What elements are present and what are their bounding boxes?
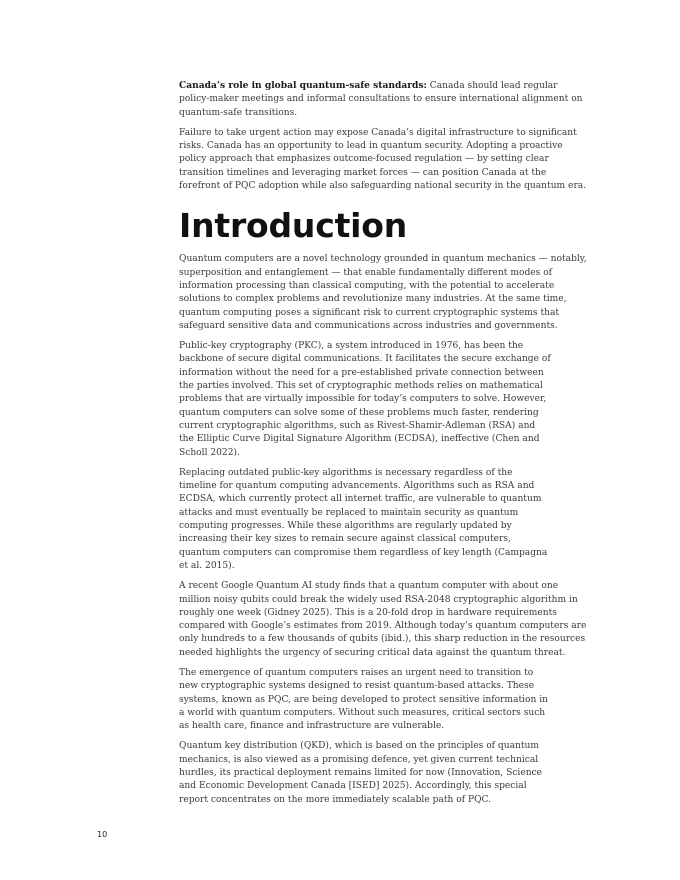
section-heading: Introduction [179,206,408,246]
intro-paragraph-4: A recent Google Quantum AI study finds that a quantum computer with about one million noisy qubits could break the widely used RSA-2048 cryptographic algorithm in roughly one week (Gidney 2025). This is a 20-fold drop in hardware requirements compared with Google’s estimates from 2019. Although today’s quantum computers are only hundreds to a few thousands of qubits (ibid.), this sharp reduction in the resources needed highlights the urgency of securing critical data against the quantum threat. [179,581,587,658]
canada-role-text: Canada should lead regular policy-maker meetings and informal consultations to ensure international alignment on quantum-safe transitions. [179,81,583,118]
page-number: 10 [97,830,108,839]
intro-paragraph-5: The emergence of quantum computers raises an urgent need to transition to new cryptographic systems designed to resist quantum-based attacks. These systems, known as PQC, are being developed to protect sensitive information in a world with quantum computers. Without such measures, critical sectors such as health care, finance and infrastructure are vulnerable. [179,667,548,732]
intro-paragraph-3: Replacing outdated public-key algorithms is necessary regardless of the timeline for quantum computing advancements. Algorithms such as RSA and ECDSA, which currently protect all internet traffic, are vulnerable to quantum attacks and must eventually be replaced to maintain security as quantum computing progresses. While these algorithms are regularly updated by increasing their key sizes to remain secure against classical computers, quantum computers can compromise them regardless of key length (Campagna et al. 2015). [179,467,548,571]
intro-paragraph-6: Quantum key distribution (QKD), which is based on the principles of quantum mechanics, is also viewed as a promising defence, yet given current technical hurdles, its practical deployment remains limited for now (Innovation, Science and Economic Development Canada [ISED] 2025). Accordingly, this special report concentrates on the more immediately scalable path of PQC. [179,741,543,805]
canada-role-lead: Canada’s role in global quantum-safe standards: [179,80,427,91]
page-content [179,79,589,814]
intro-paragraph-1: Quantum computers are a novel technology grounded in quantum mechanics — notably, superposition and entanglement — that enable fundamentally different modes of information processing than classical computing, with the potential to accelerate solutions to complex problems and revolutionize many industries. At the same time, quantum computing poses a significant risk to current cryptographic systems that safeguard sensitive data and communications across industries and governments. [179,254,587,331]
canada-role-paragraph [179,79,589,120]
failure-paragraph: Failure to take urgent action may expose Canada’s digital infrastructure to significant risks. Canada has an opportunity to lead in quantum security. Adopting a proactive policy approach that emphasizes outcome-focused regulation — by setting clear transition timelines and leveraging market forces — can position Canada at the forefront of PQC adoption while also safeguarding national security in the quantum era. [179,127,587,192]
intro-paragraph-2: Public-key cryptography (PKC), a system introduced in 1976, has been the backbone of secure digital communications. It facilitates the secure exchange of information without the need for a pre-established private connection between the parties involved. This set of cryptographic methods relies on mathematical problems that are virtually impossible for today’s computers to solve. However, quantum computers can solve some of these problems much faster, rendering current cryptographic algorithms, such as Rivest-Shamir-Adleman (RSA) and the Elliptic Curve Digital Signature Algorithm (ECDSA), ineffective (Chen and Scholl 2022). [179,341,551,458]
